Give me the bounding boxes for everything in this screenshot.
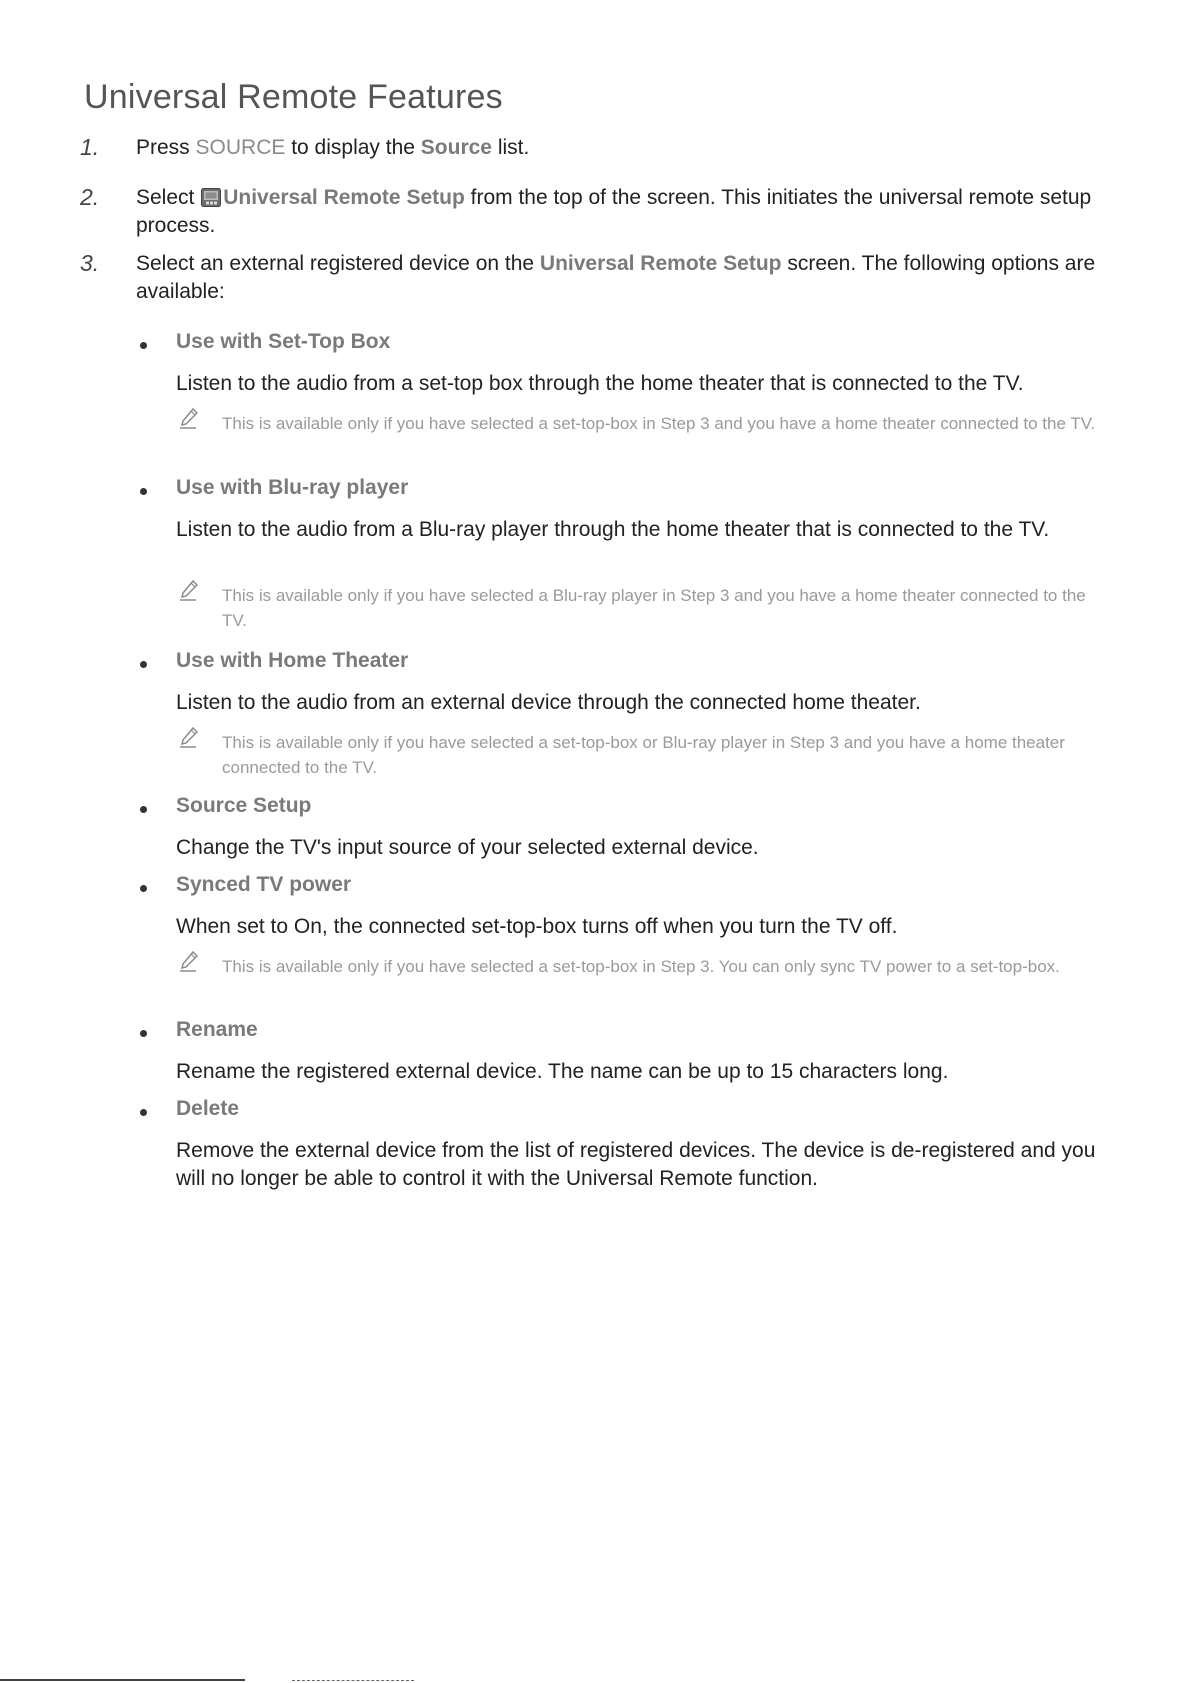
step-number: 3. — [80, 250, 100, 276]
footer-dashed-rule — [292, 1680, 414, 1682]
universal-remote-icon — [201, 188, 221, 207]
bullet — [140, 1030, 147, 1037]
option-note: This is available only if you have selected a set-top-box or Blu-ray player in Step 3 and you have a home theater connected to the TV. — [222, 733, 1065, 777]
bullet — [140, 661, 147, 668]
bullet — [140, 806, 147, 813]
pencil-note-icon — [180, 580, 198, 602]
bullet — [140, 488, 147, 495]
pencil-note-icon — [180, 408, 198, 430]
key-name: SOURCE — [195, 136, 286, 159]
option-title: Use with Blu-ray player — [176, 476, 409, 499]
bullet — [140, 885, 147, 892]
option-description: Listen to the audio from a Blu-ray player through the home theater that is connected to the TV. — [176, 518, 1050, 541]
option-note: This is available only if you have selected a Blu-ray player in Step 3 and you have a home theater connected to the TV. — [222, 586, 1086, 630]
option-note: This is available only if you have selected a set-top-box in Step 3 and you have a home theater connected to the TV. — [222, 414, 1096, 433]
step-text: Select Universal Remote Setup from the top of the screen. This initiates the universal remote setup process. — [136, 186, 1092, 237]
bullet — [140, 1109, 147, 1116]
step-text: Select an external registered device on the Universal Remote Setup screen. The following options are available: — [136, 252, 1096, 303]
step-number: 2. — [80, 184, 100, 210]
bullet — [140, 342, 147, 349]
menu-name: Universal Remote Setup — [223, 186, 465, 209]
option-description: Remove the external device from the list of registered devices. The device is de-registered and you will no longer be able to control it with the Universal Remote function. — [176, 1139, 1096, 1190]
option-description: When set to On, the connected set-top-box turns off when you turn the TV off. — [176, 915, 898, 938]
pencil-note-icon — [180, 727, 198, 749]
option-title: Synced TV power — [176, 873, 352, 896]
option-title: Use with Set-Top Box — [176, 330, 391, 353]
option-title: Delete — [176, 1097, 240, 1120]
option-title: Rename — [176, 1018, 258, 1041]
menu-name: Universal Remote Setup — [539, 252, 782, 275]
footer-rule — [0, 1679, 245, 1681]
option-description: Change the TV's input source of your selected external device. — [176, 836, 759, 859]
option-description: Listen to the audio from an external device through the connected home theater. — [176, 691, 921, 714]
option-note: This is available only if you have selected a set-top-box in Step 3. You can only sync TV power to a set-top-box. — [222, 957, 1060, 976]
option-title: Use with Home Theater — [176, 649, 409, 672]
step-text: Press SOURCE to display the Source list. — [136, 136, 530, 159]
step-number: 1. — [80, 134, 100, 160]
page-title: Universal Remote Features — [84, 78, 503, 116]
menu-name: Source — [420, 136, 492, 159]
option-description: Listen to the audio from a set-top box through the home theater that is connected to the TV. — [176, 372, 1024, 395]
option-title: Source Setup — [176, 794, 312, 817]
pencil-note-icon — [180, 951, 198, 973]
option-description: Rename the registered external device. The name can be up to 15 characters long. — [176, 1060, 949, 1083]
